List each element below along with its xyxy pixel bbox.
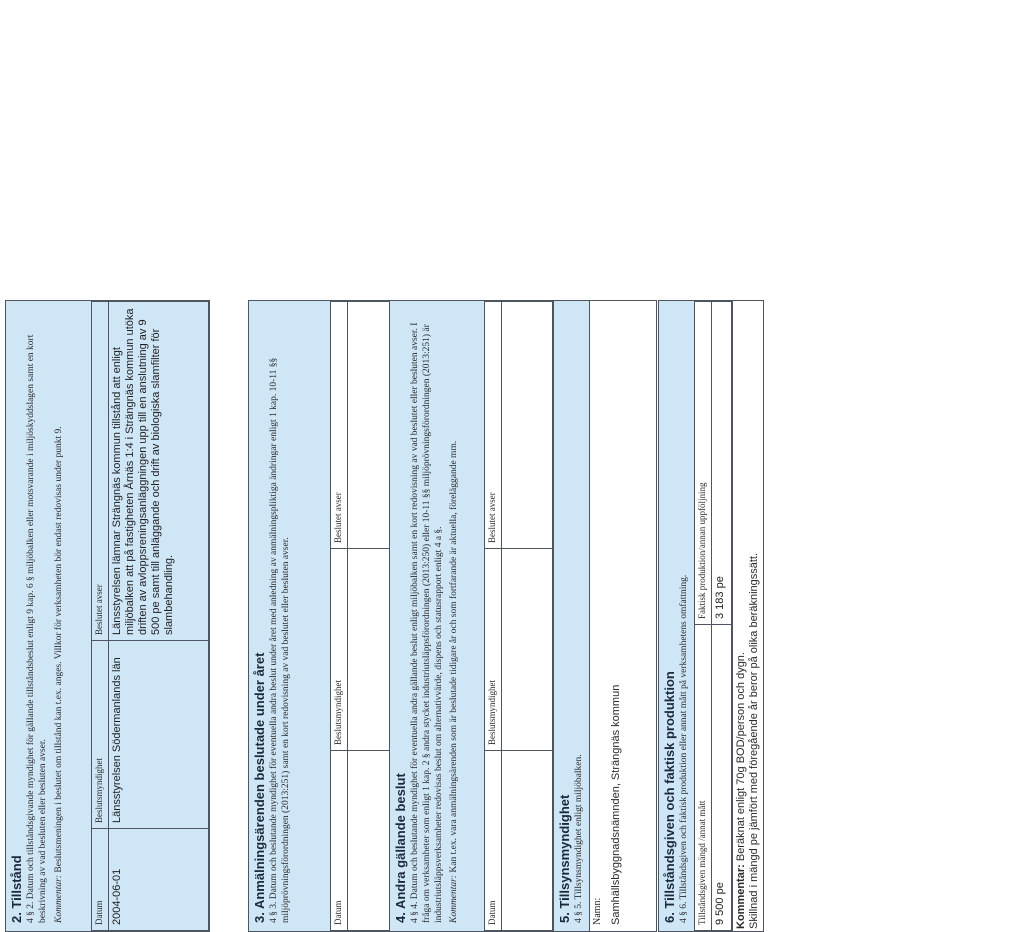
comment-label: Kommentar: [449,874,459,923]
header-actual: Faktisk produktion/annan uppföljning [695,302,712,625]
section-description: 4 § 6. Tillståndsgiven och faktisk produktion eller annat mått på verksamhetens omfattning. [679,574,689,923]
section-title: 2. Tillstånd [9,855,24,923]
comment-text: Kan t.ex. vara anmälningsärenden som är beslutade tidigare år och som fortfarande är aktuella, föreläggande mm. [449,440,459,875]
empty-cell [502,751,553,931]
section-title: 6. Tillståndsgiven och faktisk produktion [662,671,677,923]
header-authority: Beslutsmyndighet [485,549,502,751]
production-table [694,301,732,931]
section-supervisory-authority [553,300,657,932]
section-comment [448,309,460,923]
permit-table [91,301,209,931]
section-production [658,300,764,932]
header-permitted: Tillståndsgiven mängd /annat mått [695,625,712,931]
production-comment [732,301,763,931]
comment-line-2: Skillnad i mängd pe jämfört med föregående år beror på olika beräkningssätt. [748,552,760,929]
section-production-header [659,301,694,931]
other-decisions-table [484,301,553,931]
section-description: 4 § 5. Tillsynsmyndighet enligt miljöbalken. [574,754,584,923]
section-other-decisions [389,300,554,932]
comment-label: Kommentar: [54,874,64,923]
section-description: 4 § 2. Datum och tillståndsgivande myndighet för gällande tillståndsbeslut enligt 9 kap. 6 § miljöbalken eller motsvarande i miljöskyddslagen samt en kort beskrivning av vad besluten eller besluten avser. [26,334,48,923]
section-permit [5,300,210,932]
empty-cell [348,751,394,931]
header-date: Datum [485,751,502,931]
header-date: Datum [331,751,348,931]
header-authority: Beslutsmyndighet [331,549,348,751]
section-title: 4. Andra gällande beslut [393,773,408,923]
notifications-table [330,301,394,931]
section-title: 3. Anmälningsärenden beslutade under året [252,652,267,923]
section-comment [53,309,65,923]
section-description: 4 § 4. Datum och beslutande myndighet för eventuella andra gällande beslut enligt miljöbalken samt en kort redovisning av vad beslutet eller besluten avser. I fråga om verksamheter som enligt 1 kap. 2 § andra stycket industriutsläppsförordningen (2013:250) eller 10-11 §§ miljöprövningsförordningen (2013:251) är industriutsläppsverksamheter redovisas beslut om alternativvärde, dispens och statusrapport enligt 4 a §. [410,322,444,923]
rotated-page [5,300,837,932]
empty-cell [502,302,553,549]
permit-subject: Länsstyrelsen lämnar Strängnäs kommun tillstånd att enligt miljöbalken att på fastigheten Årnäs 1:4 i Strängnäs kommun utöka driften av avloppsreningsanläggningen upp till en anslutning av 9 500 pe samt till anläggande och drift av biologiska slamfilter för slambehandling. [109,302,209,641]
section-other-decisions-header [390,301,484,931]
section-title: 5. Tillsynsmyndighet [557,794,572,923]
header-date: Datum [92,829,109,931]
header-subject: Beslutet avser [485,302,502,549]
empty-cell [348,549,394,751]
section-supervisory-header [554,301,589,931]
header-subject: Beslutet avser [92,302,109,641]
empty-cell [348,302,394,549]
section-permit-header [6,301,91,931]
actual-amount: 3 183 pe [712,302,732,625]
comment-text: Beslutsmeningen i beslutet om tillstånd kan t.ex. anges. Villkor för verksamheten bör endast redovisas under punkt 9. [54,426,64,875]
section-notifications [248,300,395,932]
name-value: Samhällsbyggnadsnämnden, Strängnäs kommun [610,684,622,925]
comment-label: Kommentar: [735,864,747,929]
permit-date: 2004-06-01 [109,829,209,931]
comment-line-1 [735,303,748,929]
section-notifications-header [249,301,330,931]
name-label: Namn: [592,897,603,925]
section-description: 4 § 3. Datum och beslutande myndighet för eventuella andra beslut under året med anledning av anmälningspliktiga ändringar enligt 1 kap. 10-11 §§ miljöprövningsförordningen (2013:251) samt en kort redovisning av vad beslutet eller besluten avser. [269,357,291,923]
header-authority: Beslutsmyndighet [92,641,109,829]
comment-text: Beräknat enligt 70g BOD/person och dygn. [735,652,747,865]
permitted-amount: 9 500 pe [712,625,732,931]
supervisory-name-box [589,301,656,931]
permit-authority: Länsstyrelsen Södermanlands län [109,641,209,829]
empty-cell [502,549,553,751]
header-subject: Beslutet avser [331,302,348,549]
